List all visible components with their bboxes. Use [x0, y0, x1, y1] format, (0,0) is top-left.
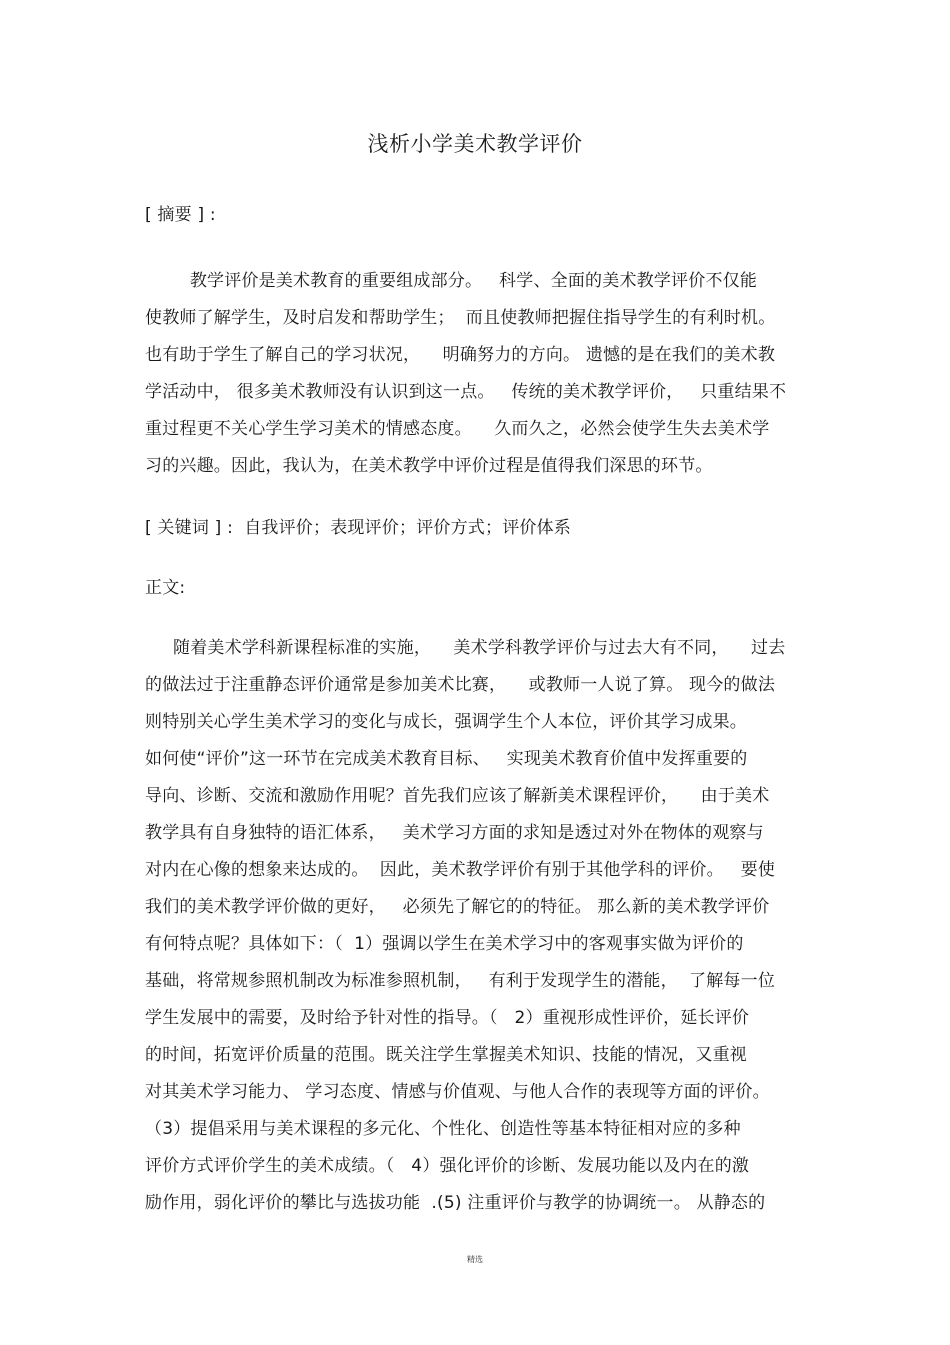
abstract-line: 也有助于学生了解自己的学习状况， 明确努力的方向。 遗憾的是在我们的美术教	[145, 345, 776, 365]
body-line: 的做法过于注重静态评价通常是参加美术比赛， 或教师一人说了算。 现今的做法	[145, 675, 776, 695]
document-title: 浅析小学美术教学评价	[367, 132, 583, 156]
body-line: 我们的美术教学评价做的更好， 必须先了解它的的特征。 那么新的美术教学评价	[145, 897, 770, 917]
body-line: 有何特点呢？具体如下：（ 1）强调以学生在美术学习中的客观事实做为评价的	[145, 934, 744, 954]
body-line: 则特别关心学生美术学习的变化与成长，强调学生个人本位，评价其学习成果。	[145, 712, 747, 732]
abstract-line: 学活动中， 很多美术教师没有认识到这一点。 传统的美术教学评价， 只重结果不	[145, 382, 787, 402]
body-line: 对内在心像的想象来达成的。 因此，美术教学评价有别于其他学科的评价。 要使	[145, 860, 776, 880]
page-footer: 精选	[467, 1255, 483, 1264]
body-line: 评价方式评价学生的美术成绩。（ 4）强化评价的诊断、发展功能以及内在的激	[145, 1156, 750, 1176]
body-line: （3）提倡采用与美术课程的多元化、个性化、创造性等基本特征相对应的多种	[145, 1119, 741, 1139]
body-line: 教学具有自身独特的语汇体系， 美术学习方面的求知是透过对外在物体的观察与	[145, 823, 764, 843]
abstract-line: 教学评价是美术教育的重要组成部分。 科学、全面的美术教学评价不仅能	[145, 271, 758, 291]
body-line: 励作用，弱化评价的攀比与选拔功能 .(5) 注重评价与教学的协调统一。 从静态的	[145, 1193, 766, 1213]
body-line: 如何使“评价”这一环节在完成美术教育目标、 实现美术教育价值中发挥重要的	[145, 749, 748, 769]
body-line: 的时间，拓宽评价质量的范围。既关注学生掌握美术知识、技能的情况，又重视	[145, 1045, 747, 1065]
abstract-label: [ 摘要 ] :	[145, 205, 216, 225]
body-line: 随着美术学科新课程标准的实施， 美术学科教学评价与过去大有不同， 过去	[145, 638, 786, 658]
body-line: 导向、诊断、交流和激励作用呢？首先我们应该了解新美术课程评价， 由于美术	[145, 786, 770, 806]
body-line: 学生发展中的需要，及时给予针对性的指导。（ 2）重视形成性评价，延长评价	[145, 1008, 750, 1028]
body-line: 基础，将常规参照机制改为标准参照机制， 有利于发现学生的潜能， 了解每一位	[145, 971, 776, 991]
abstract-line: 习的兴趣。因此，我认为，在美术教学中评价过程是值得我们深思的环节。	[145, 456, 713, 476]
abstract-line: 使教师了解学生，及时启发和帮助学生； 而且使教师把握住指导学生的有利时机。	[145, 308, 776, 328]
body-line: 对其美术学习能力、 学习态度、情感与价值观、与他人合作的表现等方面的评价。	[145, 1082, 770, 1102]
abstract-line: 重过程更不关心学生学习美术的情感态度。 久而久之，必然会使学生失去美术学	[145, 419, 770, 439]
body-label: 正文:	[145, 578, 186, 598]
keywords-line: [ 关键词 ] : 自我评价；表现评价；评价方式；评价体系	[145, 518, 572, 538]
